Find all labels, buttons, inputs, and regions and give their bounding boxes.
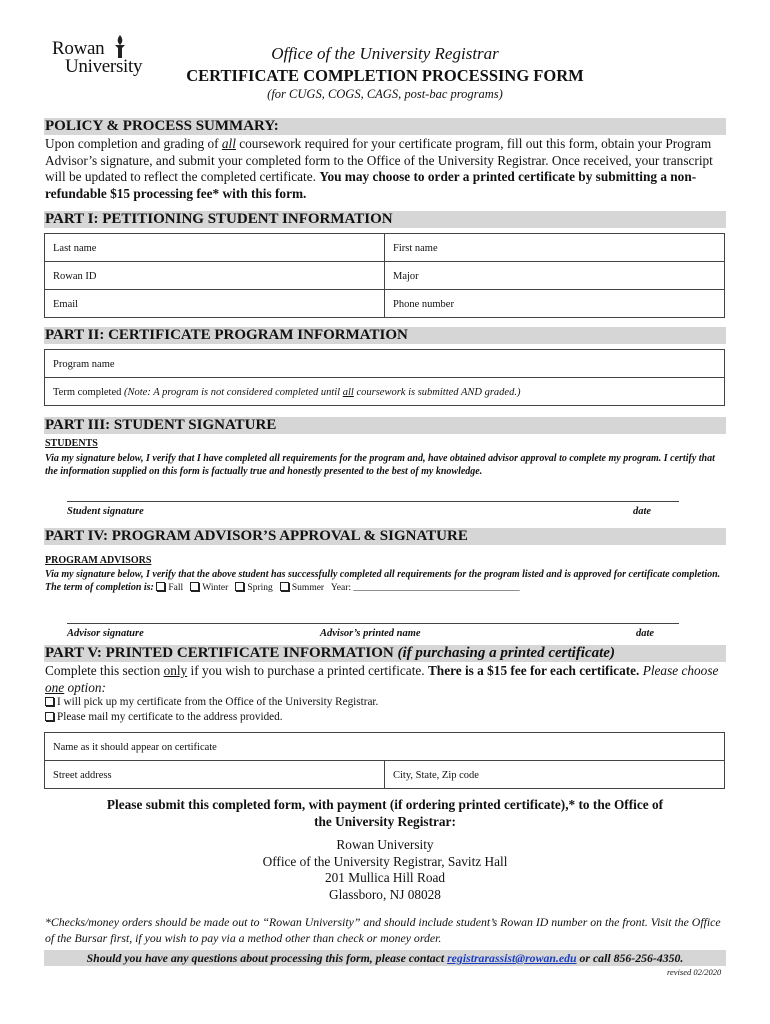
first-name-field[interactable]: First name (393, 243, 438, 254)
advisor-signature-label: Advisor signature (67, 628, 144, 639)
term-summer-checkbox[interactable]: Summer (280, 583, 324, 593)
part1-heading: PART I: PETITIONING STUDENT INFORMATION (44, 211, 726, 228)
policy-text: Upon completion and grading of all coursework required for your certificate program, fill out this form, obtain your Program Advisor’s signature, and submit your completed form to the Office of the University Registrar. Once received, your transcript will be updated to reflect the completed certificate. You may choose to order a printed certificate by submitting a non-refundable $15 processing fee* with this form. (45, 136, 713, 201)
term-completed-field[interactable]: Term completed (Note: A program is not considered completed until all coursework is submitted AND graded.) (53, 387, 521, 398)
students-subheading: STUDENTS (45, 438, 98, 449)
part5-heading: PART V: PRINTED CERTIFICATE INFORMATION (if purchasing a printed certificate) (44, 645, 726, 662)
part3-heading: PART III: STUDENT SIGNATURE (44, 417, 726, 434)
option-pickup[interactable]: I will pick up my certificate from the Office of the University Registrar. (45, 696, 378, 708)
advisor-date-label: date (636, 628, 655, 639)
form-title: CERTIFICATE COMPLETION PROCESSING FORM (186, 66, 584, 85)
program-name-field[interactable]: Program name (53, 359, 115, 370)
certificate-address-table (44, 732, 725, 789)
last-name-field[interactable]: Last name (45, 234, 385, 261)
year-field[interactable]: Year: ___________________________________ (330, 583, 520, 593)
student-signature-label: Student signature (67, 506, 144, 517)
address-line3: 201 Mullica Hill Road (324, 870, 446, 885)
address-line2: Office of the University Registrar, Savitz Hall (262, 854, 508, 869)
part2-heading: PART II: CERTIFICATE PROGRAM INFORMATION (44, 327, 726, 344)
student-verification-text: Via my signature below, I verify that I have completed all requirements for the program and, have obtained advisor approval to complete my program. I certify that the information supplied on this form is factually true and honestly presented to the best of my knowledge. (45, 453, 715, 477)
submit-instruction-line2: the University Registrar: (314, 814, 456, 829)
program-info-table (44, 349, 725, 406)
term-spring-checkbox[interactable]: Spring (235, 583, 272, 593)
advisor-signature-line[interactable] (67, 623, 679, 624)
revised-date: revised 02/2020 (667, 967, 722, 977)
term-fall-checkbox[interactable]: Fall (156, 583, 183, 593)
registrar-email-link[interactable]: registrarassist@rowan.edu (447, 951, 577, 965)
term-winter-checkbox[interactable]: Winter (190, 583, 228, 593)
office-title: Office of the University Registrar (271, 44, 499, 63)
submit-instruction-line1: Please submit this completed form, with payment (if ordering printed certificate),* to the Office of (106, 797, 664, 812)
questions-text: Should you have any questions about processing this form, please contact registrarassist@rowan.edu or call 856-256-4350. (86, 951, 684, 965)
logo-line2: University (65, 56, 143, 77)
address-line1: Rowan University (336, 837, 434, 852)
part5-instructions: Complete this section only if you wish to purchase a printed certificate. There is a $15 fee for each certificate. Please choose one option: (45, 663, 719, 695)
advisor-verification-text: Via my signature below, I verify that the above student has successfully completed all requirements for the program listed and is approved for certificate completion. The term of completion is: Fall Winter Spring Summer Year: ___________________________________ (45, 569, 721, 593)
option-mail[interactable]: Please mail my certificate to the address provided. (45, 711, 283, 723)
advisor-printed-name-label: Advisor’s printed name (320, 628, 421, 639)
email-field[interactable]: Email (45, 290, 385, 318)
city-state-zip-field[interactable]: City, State, Zip code (393, 770, 479, 781)
student-signature-line[interactable] (67, 501, 679, 502)
policy-heading: POLICY & PROCESS SUMMARY: (44, 118, 726, 135)
pickup-checkbox-icon (45, 697, 54, 706)
rowan-id-field[interactable]: Rowan ID (45, 262, 385, 289)
logo-line1: Rowan (52, 38, 105, 59)
payment-footnote: *Checks/money orders should be made out to “Rowan University” and should include student’s Rowan ID number on the front. Visit the Office of the Bursar first, if you wish to pay via a method other than check or money order. (45, 915, 721, 945)
certificate-name-field[interactable]: Name as it should appear on certificate (53, 742, 217, 753)
major-field[interactable]: Major (393, 271, 419, 282)
student-date-label: date (633, 506, 652, 517)
advisors-subheading: PROGRAM ADVISORS (45, 555, 152, 566)
address-line4: Glassboro, NJ 08028 (329, 887, 441, 902)
phone-field[interactable]: Phone number (393, 299, 454, 310)
part4-heading: PART IV: PROGRAM ADVISOR’S APPROVAL & SIGNATURE (44, 528, 726, 545)
form-subtitle: (for CUGS, COGS, CAGS, post-bac programs) (267, 87, 503, 101)
student-info-table (44, 233, 725, 318)
street-address-field[interactable]: Street address (45, 761, 385, 789)
mail-checkbox-icon (45, 712, 54, 721)
